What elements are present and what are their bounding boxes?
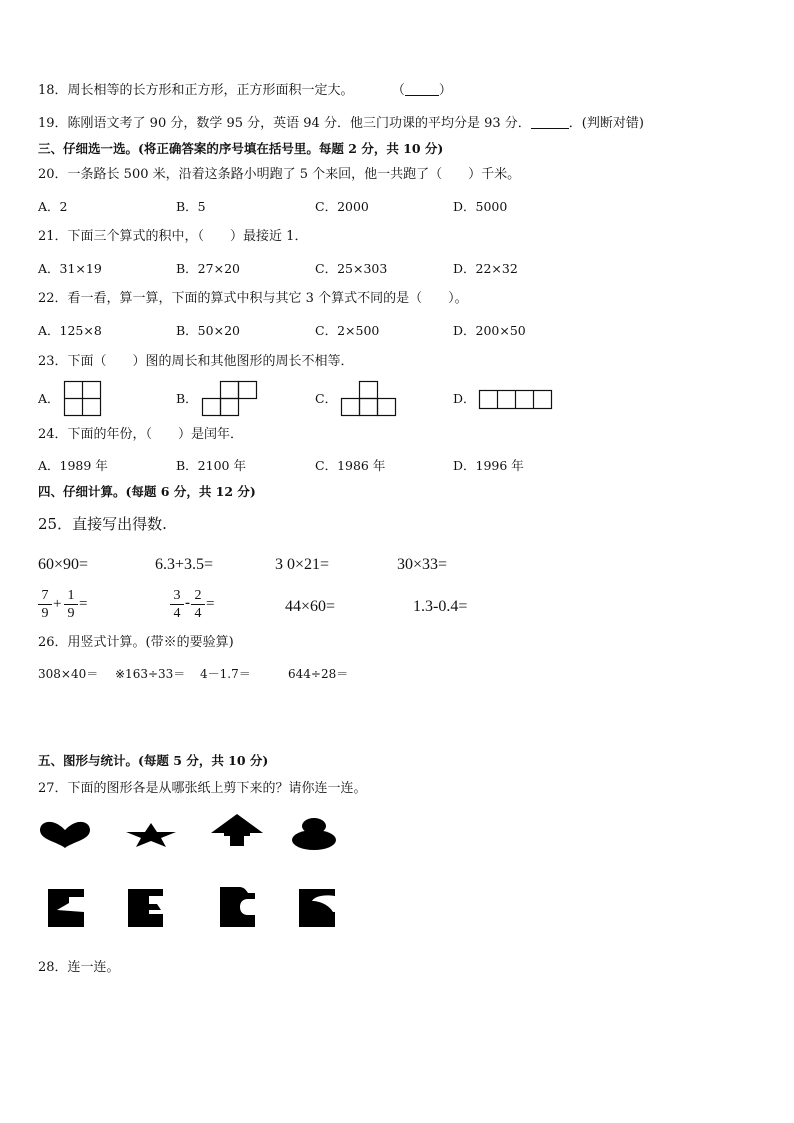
section-heading-5: 五、图形与统计。(每题 5 分，共 10 分) <box>38 753 269 768</box>
cut-paper-1-icon[interactable] <box>47 888 87 928</box>
option-a[interactable]: A． <box>38 391 60 406</box>
denominator: 9 <box>67 606 75 621</box>
vertical-calc-item: ※163÷33＝ <box>115 667 186 681</box>
calc-item: 1.3-0.4= <box>413 598 468 615</box>
cut-paper-2-icon[interactable] <box>127 888 167 928</box>
star-icon[interactable] <box>125 822 177 848</box>
question-19-tail: ．(判断对错) <box>568 116 644 131</box>
option-a[interactable]: A．31×19 <box>38 261 102 276</box>
row-of-four-squares-figure-icon <box>479 390 555 412</box>
vertical-calc-item: 644÷28＝ <box>288 667 349 681</box>
snowman-icon[interactable] <box>291 817 337 851</box>
t-shape-squares-figure-icon <box>341 381 399 419</box>
answer-paren-open: （ <box>391 83 405 98</box>
calc-item: 44×60= <box>285 598 336 615</box>
numerator: 1 <box>67 588 75 603</box>
answer-blank[interactable] <box>531 116 569 129</box>
section-heading-4: 四、仔细计算。(每题 6 分，共 12 分) <box>38 484 256 499</box>
equals-sign: = <box>79 596 88 612</box>
equals-sign: = <box>206 596 215 612</box>
question-26-text: 26．用竖式计算。(带※的要验算) <box>38 635 234 650</box>
stepped-squares-figure-icon <box>202 381 260 419</box>
calc-item: 60×90= <box>38 556 89 573</box>
question-22-text: 22．看一看，算一算，下面的算式中积与其它 3 个算式不同的是（ ）。 <box>38 291 468 306</box>
option-b[interactable]: B．5 <box>176 199 206 214</box>
option-a[interactable]: A．1989 年 <box>38 458 108 473</box>
calc-item: 30×33= <box>397 556 448 573</box>
numerator: 7 <box>41 588 49 603</box>
section-heading-3: 三、仔细选一选。(将正确答案的序号填在括号里。每题 2 分，共 10 分) <box>38 141 444 156</box>
answer-blank[interactable] <box>405 83 439 96</box>
denominator: 4 <box>173 606 181 621</box>
cut-paper-3-icon[interactable] <box>219 886 259 928</box>
vertical-calc-item: 308×40＝ <box>38 667 99 681</box>
option-b[interactable]: B． <box>176 391 198 406</box>
question-21-text: 21．下面三个算式的积中，（ ）最接近 1． <box>38 229 308 244</box>
option-b[interactable]: B．27×20 <box>176 261 240 276</box>
option-c[interactable]: C．2000 <box>315 199 369 214</box>
fraction <box>191 588 205 621</box>
operator: + <box>53 596 62 612</box>
heart-icon[interactable] <box>38 820 92 850</box>
denominator: 9 <box>41 606 49 621</box>
option-d[interactable]: D．200×50 <box>453 323 526 338</box>
option-d[interactable]: D．22×32 <box>453 261 518 276</box>
question-18-text: 18．周长相等的长方形和正方形，正方形面积一定大。 <box>38 83 354 98</box>
option-d[interactable]: D．1996 年 <box>453 458 524 473</box>
fraction <box>38 588 52 621</box>
question-27-text: 27．下面的图形各是从哪张纸上剪下来的？请你连一连。 <box>38 781 367 796</box>
cut-paper-4-icon[interactable] <box>298 888 338 928</box>
numerator: 3 <box>173 588 181 603</box>
calc-item: 3 0×21= <box>275 556 330 573</box>
option-a[interactable]: A．125×8 <box>38 323 102 338</box>
option-a[interactable]: A．2 <box>38 199 68 214</box>
option-b[interactable]: B．2100 年 <box>176 458 246 473</box>
question-25-text: 25．直接写出得数. <box>38 515 167 533</box>
question-24-text: 24．下面的年份，（ ）是闰年． <box>38 427 244 442</box>
fraction <box>64 588 78 621</box>
fraction <box>170 588 184 621</box>
option-c[interactable]: C． <box>315 391 338 406</box>
question-18 <box>38 83 452 99</box>
option-d[interactable]: D．5000 <box>453 199 508 214</box>
option-c[interactable]: C．2×500 <box>315 323 380 338</box>
grid-2x2-figure-icon <box>64 381 102 417</box>
question-19 <box>38 116 644 132</box>
denominator: 4 <box>194 606 202 621</box>
option-d[interactable]: D． <box>453 391 476 406</box>
option-b[interactable]: B．50×20 <box>176 323 240 338</box>
answer-paren-close: ） <box>438 83 452 98</box>
operator: - <box>185 595 190 611</box>
vertical-calc-item: 4－1.7＝ <box>200 667 251 681</box>
arrow-up-icon[interactable] <box>210 813 264 847</box>
numerator: 2 <box>194 588 202 603</box>
question-19-text: 19．陈刚语文考了 90 分，数学 95 分，英语 94 分．他三门功课的平均分是 93 分． <box>38 116 531 131</box>
question-28-text: 28．连一连。 <box>38 960 120 975</box>
option-c[interactable]: C．1986 年 <box>315 458 386 473</box>
fraction-expression-2 <box>170 588 230 626</box>
option-c[interactable]: C．25×303 <box>315 261 388 276</box>
question-23-text: 23．下面（ ）图的周长和其他图形的周长不相等． <box>38 354 354 369</box>
calc-item: 6.3+3.5= <box>155 556 214 573</box>
question-20-text: 20．一条路长 500 米，沿着这条路小明跑了 5 个来回，他一共跑了（ ）千米。 <box>38 167 521 182</box>
fraction-expression-1 <box>38 588 98 626</box>
